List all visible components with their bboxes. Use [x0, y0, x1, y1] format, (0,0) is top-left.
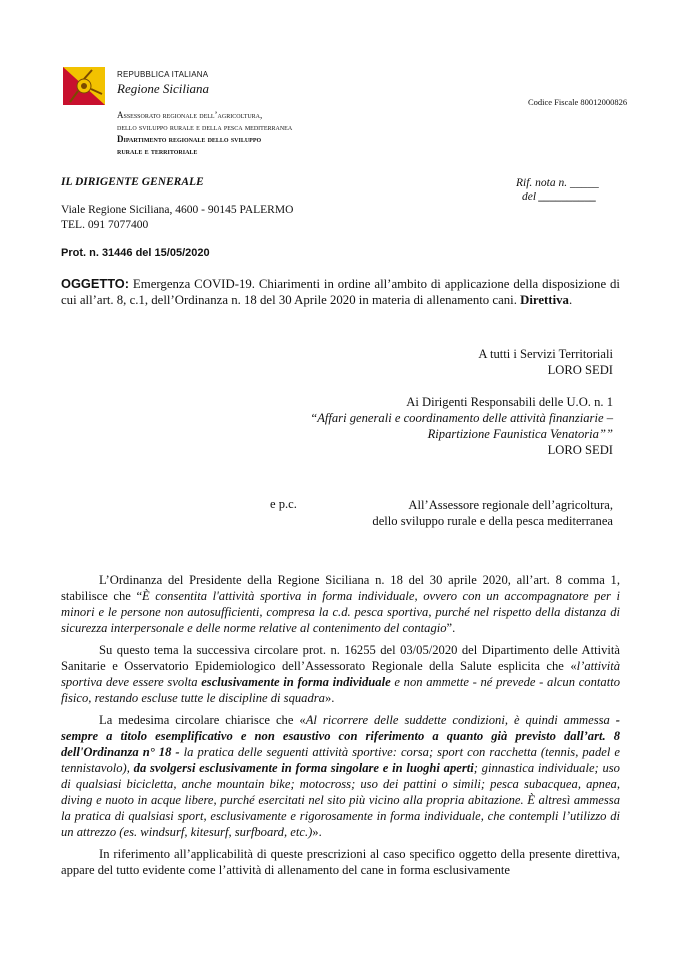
- recipient-2-line3: Ripartizione Faunistica Venatoria””: [427, 427, 613, 441]
- p3-b: Al ricorrere delle suddette condizioni, è quindi ammessa: [305, 713, 616, 727]
- p3-bold-2: da svolgersi esclusivamente in forma singolare e in luoghi aperti: [133, 761, 474, 775]
- p3-g: ».: [312, 825, 322, 839]
- dipartimento-line1: Dipartimento regionale dello sviluppo: [117, 134, 262, 144]
- p3-a: La medesima circolare chiarisce che «: [99, 713, 306, 727]
- recipient-servizi: [478, 346, 613, 378]
- sender-tel: TEL. 091 7077400: [61, 219, 149, 231]
- rif-del: [522, 190, 596, 205]
- recipient-1-line1: A tutti i Servizi Territoriali: [478, 347, 613, 361]
- epc-label: e p.c.: [270, 497, 297, 511]
- p2-bold: esclusivamente in forma individuale: [201, 675, 391, 689]
- del-blank: __________: [538, 191, 597, 203]
- body-text: [61, 572, 620, 878]
- paragraph-2: [61, 642, 620, 706]
- p1-a: L’Ordinanza del Presidente della Regione Siciliana n. 18 del 30 aprile 2020, all’art. 8 comma 1, stabilisce che “: [61, 573, 620, 603]
- recipient-dirigenti: [310, 394, 613, 458]
- oggetto-end: .: [568, 293, 573, 307]
- p3-f: ; ginnastica individuale; uso di qualsiasi bicicletta, anche mountain bike; motocross; uso dei pattini o simili; pesca subacquea, apnea, diving e nuoto in acque libere, purché esercitati nel sito più vicino alla propria abitazione. È altresì ammessa la pratica di qualsiasi sport, esclusivamente e rigorosamente in forma individuale, che contempli l’utilizzo di un attrezzo (es. windsurf, kitesurf, surfboard, etc.): [61, 761, 620, 839]
- recipient-3-line1: All’Assessore regionale dell’agricoltura,: [408, 498, 613, 512]
- p3-bold-1: - sempre a titolo esemplificativo e non esaustivo con riferimento a quanto già previsto dall’art. 8 dell'Ordinanza n° 18 -: [61, 713, 620, 759]
- del-label: del: [522, 191, 537, 203]
- p3-d: la pratica delle seguenti attività sportive: corsa; sport con racchetta (tennis, padel e tennistavolo),: [61, 745, 620, 775]
- oggetto-block: [61, 276, 620, 308]
- sender-title: IL DIRIGENTE GENERALE: [61, 176, 204, 188]
- sender-address: Viale Regione Siciliana, 4600 - 90145 PALERMO: [61, 204, 294, 216]
- paragraph-3: [61, 712, 620, 840]
- recipient-2-line1: Ai Dirigenti Responsabili delle U.O. n. 1: [406, 395, 613, 409]
- recipient-1-line2: LORO SEDI: [547, 363, 613, 377]
- p2-a: Su questo tema la successiva circolare prot. n. 16255 del 03/05/2020 del Dipartimento delle Attività Sanitarie e Osservatorio Epidemiologico dell’Assessorato Regionale della Salute esplicita che «: [61, 643, 620, 673]
- regione-siciliana-emblem: [62, 66, 106, 106]
- recipient-2-line4: LORO SEDI: [547, 443, 613, 457]
- republic-label: REPUBBLICA ITALIANA: [117, 70, 209, 79]
- rif-label: Rif. nota n.: [516, 177, 568, 189]
- protocol-number: Prot. n. 31446 del 15/05/2020: [61, 247, 210, 259]
- p2-e: ».: [324, 691, 335, 705]
- p2-d: e non ammette - né prevede - alcun contatto fisico, restando escluse tutte le discipline di squadra: [61, 675, 620, 705]
- recipient-2-line2: “Affari generali e coordinamento delle attività finanziarie –: [310, 411, 613, 425]
- assessorato-line2: dello sviluppo rurale e della pesca mediterranea: [117, 122, 293, 132]
- oggetto-direttiva: Direttiva: [520, 293, 569, 307]
- assessorato-line1: Assessorato regionale dell’agricoltura,: [117, 110, 263, 120]
- p1-c: ”.: [446, 621, 456, 635]
- paragraph-4: In riferimento all’applicabilità di queste prescrizioni al caso specifico oggetto della presente direttiva, appare del tutto evidente come l’attività di allenamento del cane in forma esclusivamente: [61, 847, 620, 877]
- codice-fiscale: Codice Fiscale 80012000826: [528, 97, 628, 107]
- p1-quote: È consentita l'attività sportiva in forma individuale, ovvero con un accompagnatore per i minori e le persone non autosufficienti, compresa la c.d. pesca sportiva, purché nel rispetto della distanza di sicurezza interpersonale e delle norme relative al contenimento del contagio: [61, 589, 620, 635]
- trinacria-icon: [62, 66, 106, 106]
- rif-blank: _____: [570, 177, 599, 189]
- region-name: Regione Siciliana: [117, 81, 210, 96]
- p2-b: l’attività sportiva deve essere svolta: [61, 659, 620, 689]
- oggetto-text: Emergenza COVID-19. Chiarimenti in ordine all’ambito di applicazione della disposizione di cui all’art. 8, c.1, dell’Ordinanza n. 18 del 30 Aprile 2020 in materia di allenamento cani.: [61, 277, 620, 307]
- dipartimento-line2: rurale e territoriale: [117, 146, 198, 156]
- oggetto-label: OGGETTO:: [61, 276, 130, 291]
- rif-nota: [516, 176, 599, 191]
- assessorato-block: [117, 109, 292, 157]
- recipient-assessore: [372, 497, 613, 529]
- recipient-3-line2: dello sviluppo rurale e della pesca mediterranea: [372, 514, 613, 528]
- paragraph-1: [61, 572, 620, 636]
